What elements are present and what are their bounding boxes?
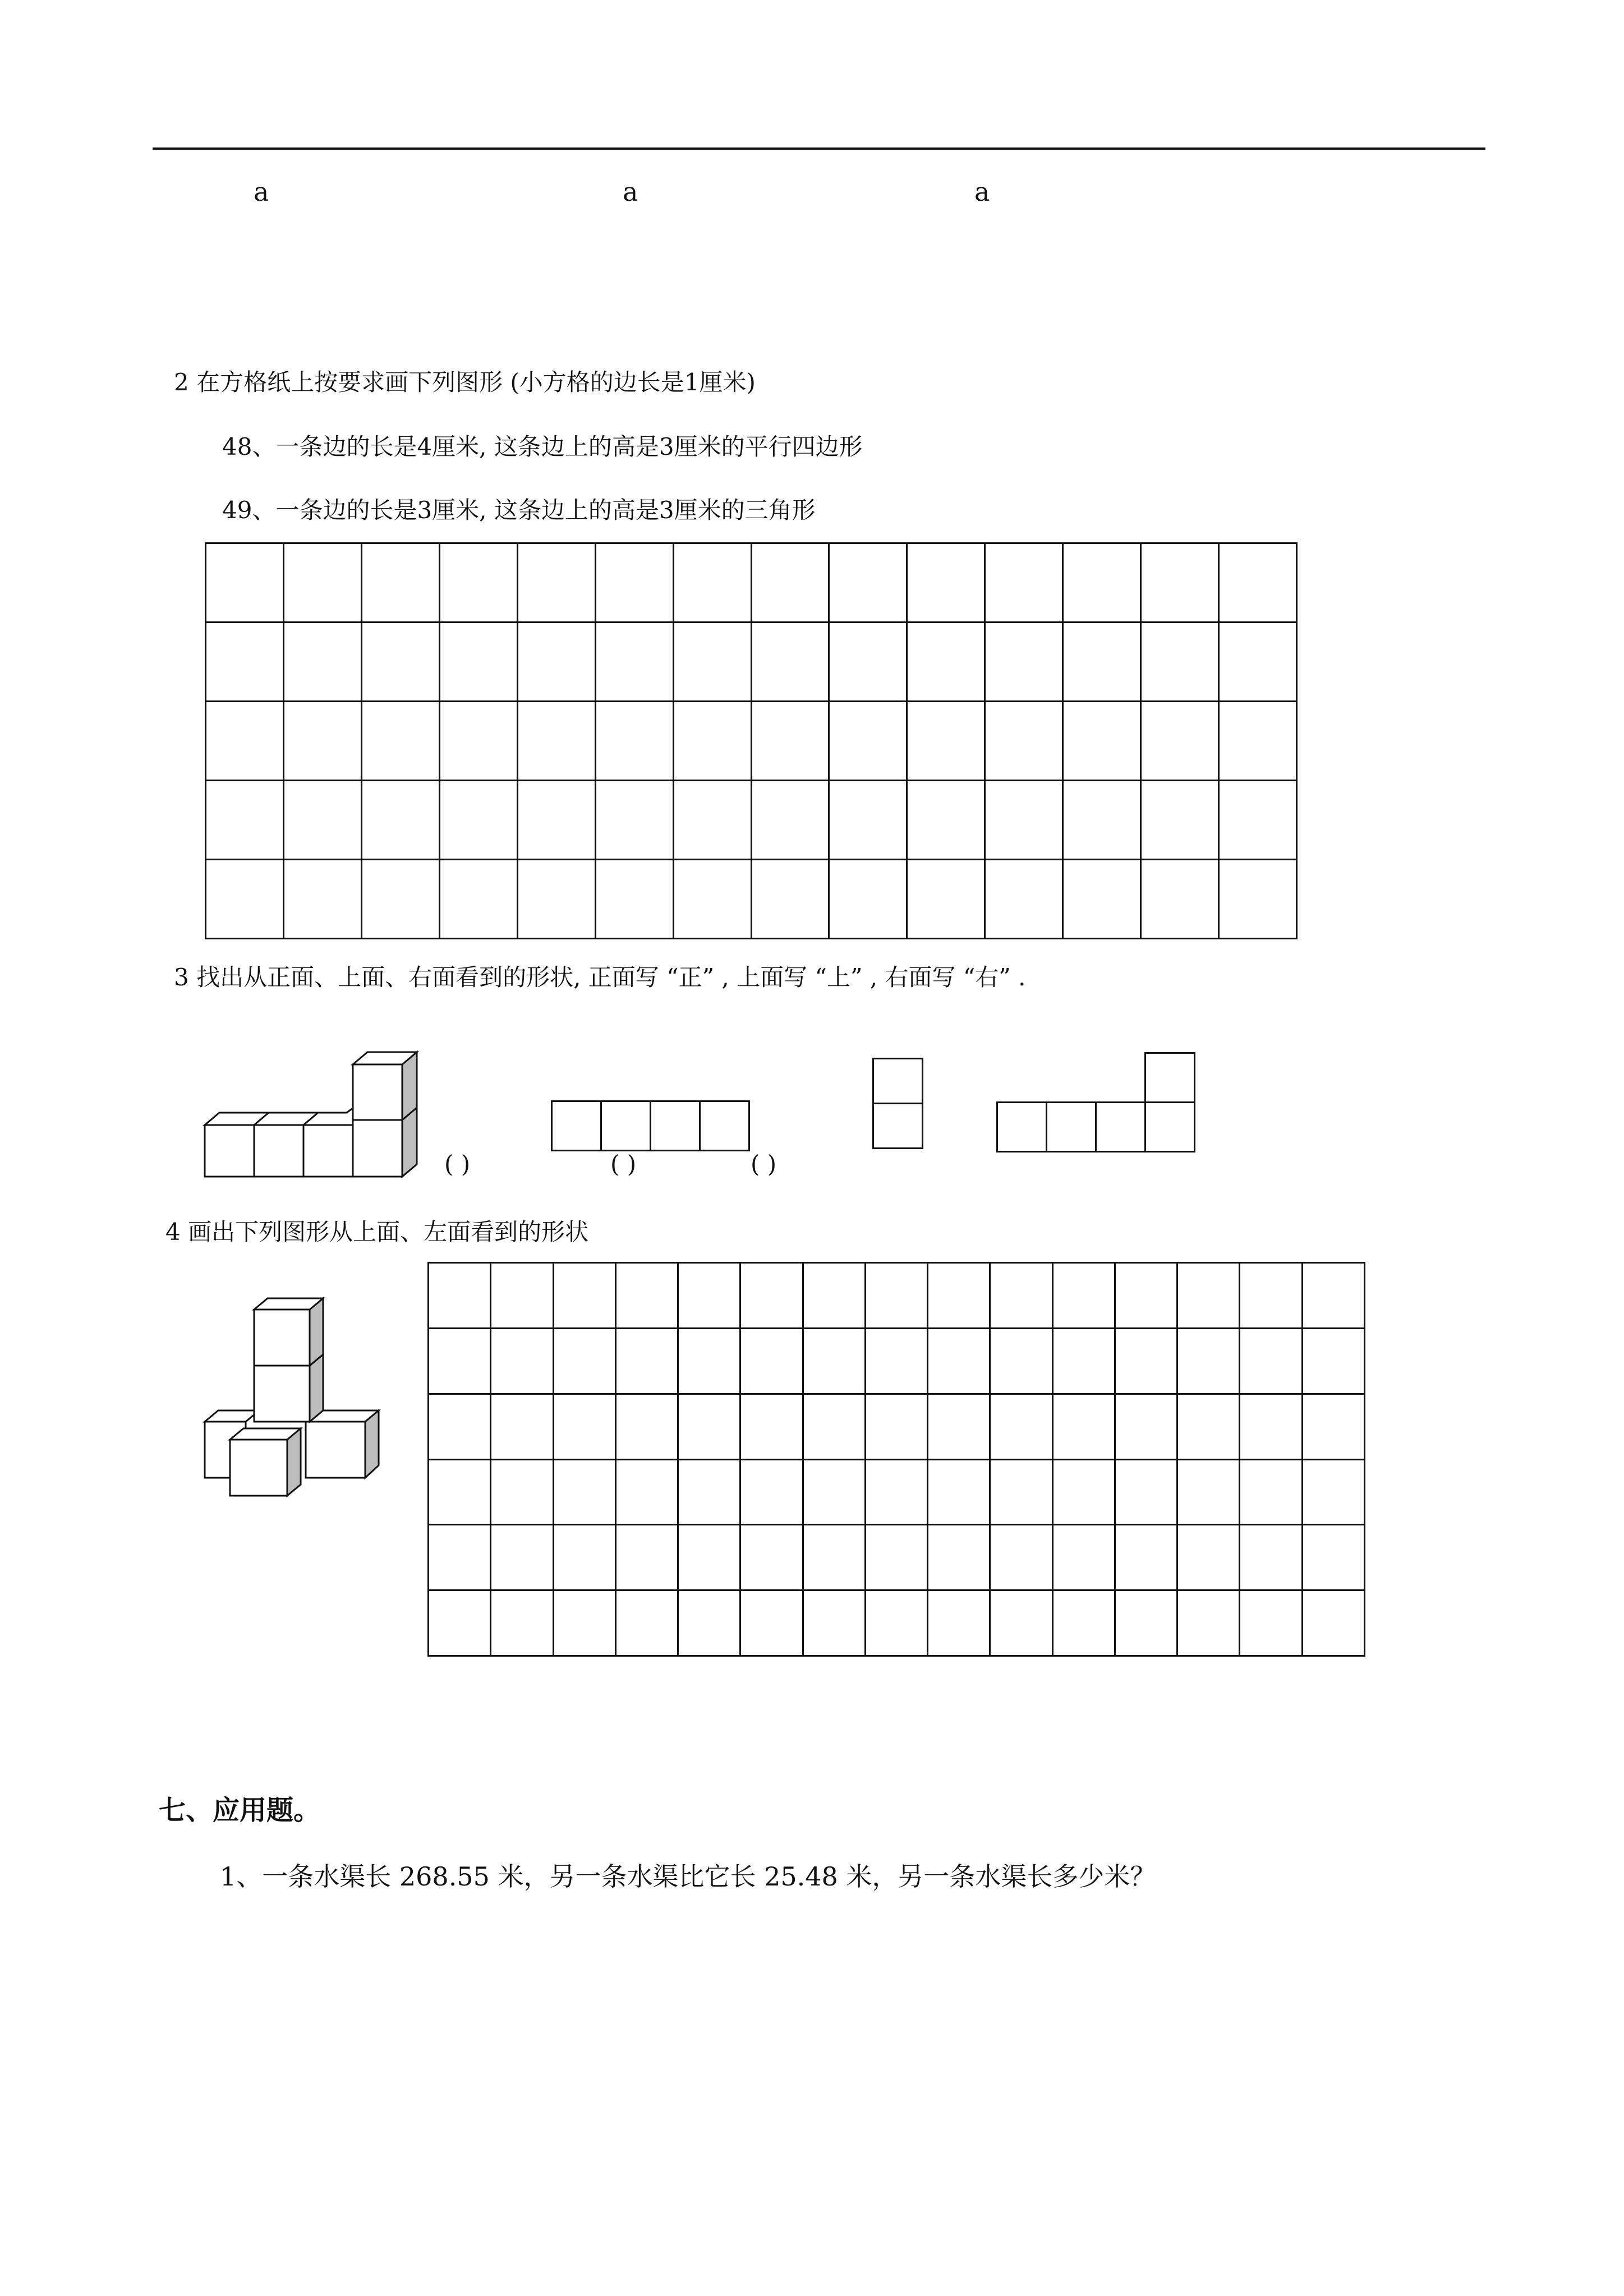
- q2-grid-cell[interactable]: [596, 702, 674, 781]
- q4-grid-cell[interactable]: [1178, 1460, 1240, 1526]
- q4-grid-cell[interactable]: [429, 1395, 491, 1460]
- q4-grid-cell[interactable]: [679, 1525, 741, 1591]
- q2-grid-cell[interactable]: [362, 860, 440, 939]
- q4-grid-cell[interactable]: [1053, 1591, 1116, 1657]
- q4-grid-cell[interactable]: [491, 1329, 554, 1395]
- q4-grid-cell[interactable]: [679, 1591, 741, 1657]
- q2-grid-cell[interactable]: [986, 702, 1064, 781]
- q4-grid-cell[interactable]: [991, 1525, 1053, 1591]
- q4-grid-cell[interactable]: [866, 1264, 928, 1329]
- q4-grid-cell[interactable]: [991, 1329, 1053, 1395]
- q4-grid-cell[interactable]: [928, 1591, 991, 1657]
- q4-title: 4 画出下列图形从上面、左面看到的形状: [165, 1218, 589, 1246]
- q2-grid-cell[interactable]: [752, 544, 830, 623]
- q4-grid-cell[interactable]: [617, 1460, 679, 1526]
- q2-grid-cell[interactable]: [518, 623, 596, 702]
- q2-grid-cell[interactable]: [830, 860, 908, 939]
- q2-grid-cell[interactable]: [908, 781, 986, 860]
- q4-grid-cell[interactable]: [928, 1525, 991, 1591]
- q4-grid-cell[interactable]: [741, 1395, 803, 1460]
- q4-grid-cell[interactable]: [679, 1329, 741, 1395]
- q2-grid-cell[interactable]: [674, 623, 752, 702]
- q2-grid-cell[interactable]: [284, 860, 362, 939]
- q2-grid-cell[interactable]: [908, 623, 986, 702]
- q2-grid-cell[interactable]: [830, 781, 908, 860]
- q4-grid-cell[interactable]: [991, 1264, 1053, 1329]
- q4-grid-cell[interactable]: [554, 1591, 617, 1657]
- q4-grid-cell[interactable]: [679, 1264, 741, 1329]
- q3-blank-3[interactable]: ( ): [751, 1150, 777, 1178]
- q2-grid-cell[interactable]: [362, 623, 440, 702]
- q4-grid-cell[interactable]: [1116, 1525, 1178, 1591]
- q2-title: 2 在方格纸上按要求画下列图形 (小方格的边长是1厘米): [174, 368, 756, 396]
- q4-grid-cell[interactable]: [491, 1264, 554, 1329]
- q2-item-49: 49、一条边的长是3厘米, 这条边上的高是3厘米的三角形: [222, 496, 816, 524]
- q2-grid-cell[interactable]: [440, 702, 518, 781]
- q3-cube-solid-figure: [202, 1054, 438, 1189]
- q4-grid-cell[interactable]: [1240, 1264, 1303, 1329]
- q4-grid-cell[interactable]: [617, 1329, 679, 1395]
- q3-view-row-of-four: [551, 1100, 753, 1152]
- q2-grid-cell[interactable]: [362, 544, 440, 623]
- q2-grid-cell[interactable]: [1220, 544, 1298, 623]
- q2-grid-cell[interactable]: [986, 781, 1064, 860]
- q2-grid-cell[interactable]: [284, 544, 362, 623]
- q4-grid-cell[interactable]: [429, 1591, 491, 1657]
- q4-grid-cell[interactable]: [1178, 1329, 1240, 1395]
- q2-grid-cell[interactable]: [440, 623, 518, 702]
- q2-grid-cell[interactable]: [518, 781, 596, 860]
- q4-grid-cell[interactable]: [491, 1460, 554, 1526]
- q4-grid-cell[interactable]: [554, 1264, 617, 1329]
- q2-grid-cell[interactable]: [752, 781, 830, 860]
- q2-grid-cell[interactable]: [674, 702, 752, 781]
- q4-grid-cell[interactable]: [1116, 1329, 1178, 1395]
- q4-grid-cell[interactable]: [554, 1525, 617, 1591]
- q2-grid-cell[interactable]: [284, 781, 362, 860]
- q4-grid-cell[interactable]: [741, 1329, 803, 1395]
- q2-grid-cell[interactable]: [206, 781, 284, 860]
- q4-grid-cell[interactable]: [741, 1264, 803, 1329]
- q3-view-two-stacked: [872, 1058, 926, 1159]
- q4-grid-cell[interactable]: [991, 1460, 1053, 1526]
- q4-grid-cell[interactable]: [679, 1395, 741, 1460]
- q4-cube-solid-figure: [202, 1293, 387, 1500]
- q4-grid-cell[interactable]: [741, 1525, 803, 1591]
- q4-grid-cell[interactable]: [866, 1395, 928, 1460]
- q4-grid-cell[interactable]: [491, 1525, 554, 1591]
- q2-grid-cell[interactable]: [206, 702, 284, 781]
- q4-grid-cell[interactable]: [1240, 1395, 1303, 1460]
- q4-grid-cell[interactable]: [928, 1460, 991, 1526]
- q4-grid-cell[interactable]: [1240, 1460, 1303, 1526]
- q4-grid-cell[interactable]: [804, 1460, 866, 1526]
- q2-grid-cell[interactable]: [596, 623, 674, 702]
- q2-grid-cell[interactable]: [1064, 702, 1142, 781]
- q4-grid-cell[interactable]: [1053, 1525, 1116, 1591]
- q4-grid-cell[interactable]: [804, 1395, 866, 1460]
- q2-grid-cell[interactable]: [206, 544, 284, 623]
- q2-grid-cell[interactable]: [908, 860, 986, 939]
- q4-grid-cell[interactable]: [804, 1591, 866, 1657]
- q4-grid-cell[interactable]: [554, 1460, 617, 1526]
- q2-grid-cell[interactable]: [674, 781, 752, 860]
- q2-grid-cell[interactable]: [1142, 781, 1220, 860]
- q4-grid-cell[interactable]: [866, 1591, 928, 1657]
- q2-grid-cell[interactable]: [596, 544, 674, 623]
- q2-grid-cell[interactable]: [284, 623, 362, 702]
- q4-grid-cell[interactable]: [679, 1460, 741, 1526]
- q2-grid-cell[interactable]: [908, 702, 986, 781]
- q2-grid-cell[interactable]: [1064, 623, 1142, 702]
- q4-grid-cell[interactable]: [429, 1329, 491, 1395]
- q4-grid-cell[interactable]: [1053, 1395, 1116, 1460]
- q2-grid-cell[interactable]: [1220, 781, 1298, 860]
- q3-view-l-shape: [996, 1052, 1200, 1156]
- q2-grid-cell[interactable]: [362, 702, 440, 781]
- q4-grid-cell[interactable]: [741, 1460, 803, 1526]
- q4-grid-cell[interactable]: [1240, 1525, 1303, 1591]
- q4-grid-cell[interactable]: [554, 1395, 617, 1460]
- q4-grid-cell[interactable]: [617, 1395, 679, 1460]
- q2-grid-cell[interactable]: [1220, 860, 1298, 939]
- q2-grid-cell[interactable]: [518, 544, 596, 623]
- q4-grid-cell[interactable]: [1178, 1525, 1240, 1591]
- q4-grid-cell[interactable]: [1116, 1591, 1178, 1657]
- q4-grid-cell[interactable]: [429, 1525, 491, 1591]
- q2-grid-paper[interactable]: [205, 542, 1298, 939]
- q4-grid-cell[interactable]: [1303, 1591, 1365, 1657]
- q2-grid-cell[interactable]: [674, 860, 752, 939]
- q4-grid-cell[interactable]: [991, 1591, 1053, 1657]
- q2-grid-cell[interactable]: [1142, 623, 1220, 702]
- q2-grid-cell[interactable]: [284, 702, 362, 781]
- q4-grid-cell[interactable]: [866, 1525, 928, 1591]
- q2-grid-cell[interactable]: [1142, 702, 1220, 781]
- q2-grid-cell[interactable]: [986, 623, 1064, 702]
- q4-grid-cell[interactable]: [1303, 1329, 1365, 1395]
- q2-grid-cell[interactable]: [830, 702, 908, 781]
- q2-grid-cell[interactable]: [830, 544, 908, 623]
- q4-grid-paper[interactable]: [427, 1262, 1365, 1657]
- q4-grid-cell[interactable]: [1116, 1264, 1178, 1329]
- q2-grid-cell[interactable]: [908, 544, 986, 623]
- q2-grid-cell[interactable]: [206, 860, 284, 939]
- q4-grid-cell[interactable]: [1178, 1591, 1240, 1657]
- q4-grid-cell[interactable]: [1178, 1264, 1240, 1329]
- label-a-3: a: [974, 177, 990, 207]
- q4-grid-cell[interactable]: [1053, 1329, 1116, 1395]
- q4-grid-cell[interactable]: [1240, 1329, 1303, 1395]
- header-rule: [153, 147, 1485, 150]
- label-a-2: a: [623, 177, 638, 207]
- q2-grid-cell[interactable]: [596, 860, 674, 939]
- q2-grid-cell[interactable]: [752, 702, 830, 781]
- q2-grid-cell[interactable]: [752, 860, 830, 939]
- q2-grid-cell[interactable]: [596, 781, 674, 860]
- q2-grid-cell[interactable]: [440, 860, 518, 939]
- q4-grid-cell[interactable]: [928, 1395, 991, 1460]
- q2-grid-cell[interactable]: [362, 781, 440, 860]
- q2-grid-cell[interactable]: [206, 623, 284, 702]
- q4-grid-cell[interactable]: [617, 1525, 679, 1591]
- q4-grid-cell[interactable]: [1053, 1264, 1116, 1329]
- q4-grid-cell[interactable]: [928, 1264, 991, 1329]
- q2-grid-cell[interactable]: [986, 544, 1064, 623]
- q4-grid-cell[interactable]: [1116, 1395, 1178, 1460]
- q4-grid-cell[interactable]: [1303, 1525, 1365, 1591]
- q2-grid-cell[interactable]: [674, 544, 752, 623]
- q4-grid-cell[interactable]: [804, 1525, 866, 1591]
- q4-grid-cell[interactable]: [429, 1460, 491, 1526]
- q2-grid-cell[interactable]: [1064, 781, 1142, 860]
- q2-grid-cell[interactable]: [518, 702, 596, 781]
- q4-grid-cell[interactable]: [1240, 1591, 1303, 1657]
- q4-grid-cell[interactable]: [429, 1264, 491, 1329]
- q4-grid-cell[interactable]: [491, 1395, 554, 1460]
- q3-blank-1[interactable]: ( ): [444, 1150, 471, 1178]
- q2-grid-cell[interactable]: [518, 860, 596, 939]
- q4-grid-cell[interactable]: [617, 1591, 679, 1657]
- q4-grid-cell[interactable]: [804, 1264, 866, 1329]
- q4-grid-cell[interactable]: [617, 1264, 679, 1329]
- q4-grid-cell[interactable]: [991, 1395, 1053, 1460]
- q2-grid-cell[interactable]: [1142, 860, 1220, 939]
- q4-grid-cell[interactable]: [866, 1460, 928, 1526]
- q4-grid-cell[interactable]: [741, 1591, 803, 1657]
- q4-grid-cell[interactable]: [491, 1591, 554, 1657]
- q3-title: 3 找出从正面、上面、右面看到的形状, 正面写 “正” , 上面写 “上” , 右面写 “右” .: [174, 963, 1026, 991]
- section-7-heading: 七、应用题。: [159, 1795, 321, 1826]
- q2-grid-cell[interactable]: [1142, 544, 1220, 623]
- q4-grid-cell[interactable]: [1053, 1460, 1116, 1526]
- q2-grid-cell[interactable]: [440, 781, 518, 860]
- label-a-1: a: [254, 177, 269, 207]
- q2-grid-cell[interactable]: [830, 623, 908, 702]
- q4-grid-cell[interactable]: [1116, 1460, 1178, 1526]
- q3-blank-2[interactable]: ( ): [610, 1150, 637, 1178]
- q2-grid-cell[interactable]: [986, 860, 1064, 939]
- q2-grid-cell[interactable]: [752, 623, 830, 702]
- q4-grid-cell[interactable]: [866, 1329, 928, 1395]
- q4-grid-cell[interactable]: [1303, 1460, 1365, 1526]
- q2-item-48: 48、一条边的长是4厘米, 这条边上的高是3厘米的平行四边形: [222, 433, 863, 460]
- q4-grid-cell[interactable]: [1178, 1395, 1240, 1460]
- q2-grid-cell[interactable]: [1064, 860, 1142, 939]
- q4-grid-cell[interactable]: [928, 1329, 991, 1395]
- q2-grid-cell[interactable]: [1064, 544, 1142, 623]
- q4-grid-cell[interactable]: [554, 1329, 617, 1395]
- q4-grid-cell[interactable]: [1303, 1395, 1365, 1460]
- q4-grid-cell[interactable]: [804, 1329, 866, 1395]
- q2-grid-cell[interactable]: [440, 544, 518, 623]
- q4-grid-cell[interactable]: [1303, 1264, 1365, 1329]
- q2-grid-cell[interactable]: [1220, 702, 1298, 781]
- problem-1: 1、一条水渠长 268.55 米，另一条水渠比它长 25.48 米，另一条水渠长多少米？: [220, 1861, 1156, 1892]
- q2-grid-cell[interactable]: [1220, 623, 1298, 702]
